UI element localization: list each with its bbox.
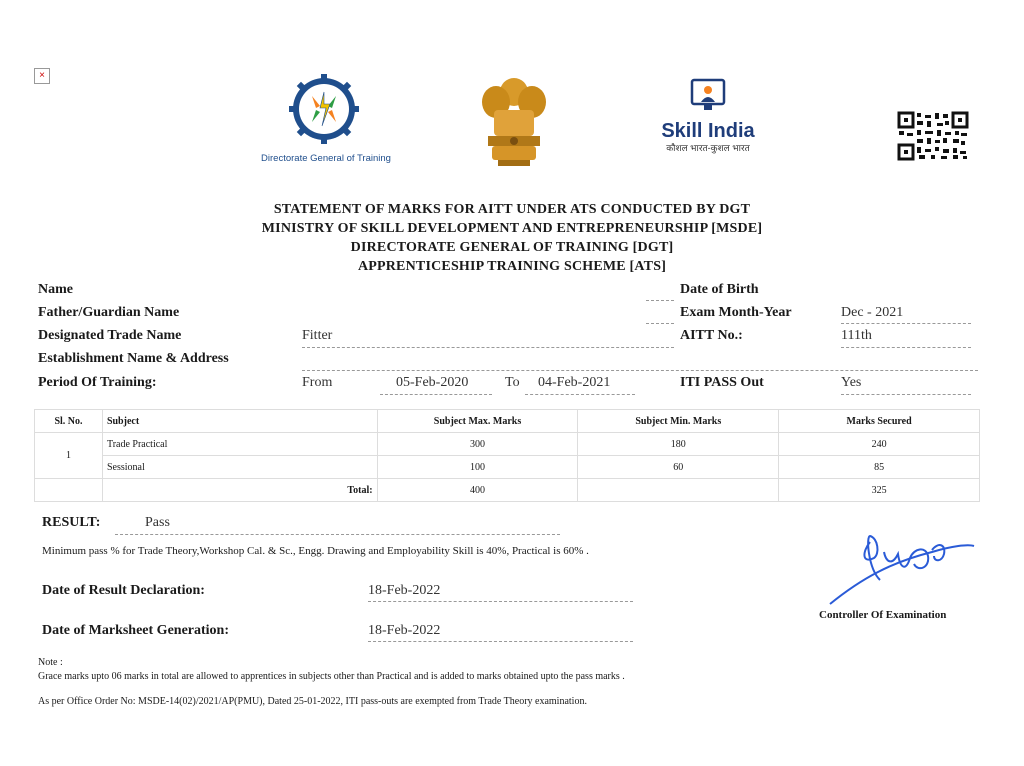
dgt-logo — [258, 74, 394, 166]
note-grace: Grace marks upto 06 marks in total are allowed to apprentices in subjects other than Practical and is added to marks obtained upto the pass marks . — [38, 671, 625, 682]
declaration-value: 18-Feb-2022 — [368, 583, 441, 598]
min-cell: 180 — [578, 433, 779, 456]
result-label: RESULT: — [42, 515, 101, 530]
from-label: From — [302, 375, 333, 390]
exam-value: Dec - 2021 — [841, 305, 904, 320]
total-secured: 325 — [779, 479, 980, 502]
result-dash-line — [115, 534, 560, 535]
secured-cell: 85 — [779, 456, 980, 479]
from-value: 05-Feb-2020 — [396, 375, 469, 390]
aitt-value: 111th — [841, 328, 872, 343]
signature-icon — [822, 528, 978, 608]
title-line-2: MINISTRY OF SKILL DEVELOPMENT AND ENTREPRENEURSHIP [MSDE] — [261, 221, 763, 236]
table-row — [35, 433, 980, 456]
establishment-label: Establishment Name & Address — [38, 351, 229, 366]
header-sl-no: Sl. No. — [35, 410, 103, 433]
aitt-label: AITT No.: — [680, 328, 743, 343]
header-subject: Subject — [102, 410, 377, 433]
exam-dash-line — [841, 323, 971, 324]
title-line-1: STATEMENT OF MARKS FOR AITT UNDER ATS CONDUCTED BY DGT — [273, 202, 751, 217]
header-min-marks: Subject Min. Marks — [578, 410, 779, 433]
skill-india-title: Skill India — [661, 120, 755, 142]
header-max-marks: Subject Max. Marks — [377, 410, 578, 433]
qr-code — [897, 111, 969, 161]
result-value: Pass — [145, 515, 170, 530]
iti-dash-line — [841, 394, 971, 395]
note-title: Note : — [38, 657, 63, 668]
to-dash-line — [525, 394, 635, 395]
dob-label: Date of Birth — [680, 282, 759, 297]
sl-no-cell: 1 — [35, 433, 103, 479]
title-line-3: DIRECTORATE GENERAL OF TRAINING [DGT] — [350, 240, 674, 255]
subject-cell: Sessional — [102, 456, 377, 479]
marks-table — [34, 409, 980, 502]
min-cell: 60 — [578, 456, 779, 479]
note-office-order: As per Office Order No: MSDE-14(02)/2021/AP(PMU), Dated 25-01-2022, ITI pass-outs are exempted from Trade Theory examination. — [38, 696, 587, 707]
iti-label: ITI PASS Out — [680, 375, 764, 390]
trade-value: Fitter — [302, 328, 333, 343]
declaration-dash-line — [368, 601, 633, 602]
signature-caption: Controller Of Examination — [819, 609, 947, 621]
exam-label: Exam Month-Year — [680, 305, 792, 320]
skill-india-hindi: कौशल भारत-कुशल भारत — [666, 143, 750, 153]
national-emblem — [478, 72, 550, 168]
dgt-gear-icon — [258, 74, 394, 144]
declaration-label: Date of Result Declaration: — [42, 583, 205, 598]
table-header-row — [35, 410, 980, 433]
dgt-logo-text: Directorate General of Training — [261, 153, 391, 164]
title-line-4: APPRENTICESHIP TRAINING SCHEME [ATS] — [357, 259, 667, 274]
total-max: 400 — [377, 479, 578, 502]
subject-cell: Trade Practical — [102, 433, 377, 456]
trade-dash-line — [302, 347, 674, 348]
to-value: 04-Feb-2021 — [538, 375, 611, 390]
total-label: Total: — [102, 479, 377, 502]
generation-label: Date of Marksheet Generation: — [42, 623, 230, 638]
exam-dash-left — [646, 323, 674, 324]
qr-code-icon — [897, 111, 969, 161]
dob-dash-line — [646, 300, 674, 301]
generation-dash-line — [368, 641, 633, 642]
establishment-dash-line — [302, 370, 978, 371]
secured-cell: 240 — [779, 433, 980, 456]
max-cell: 300 — [377, 433, 578, 456]
trade-label: Designated Trade Name — [38, 328, 182, 343]
skill-india-monitor-icon — [688, 76, 728, 116]
table-row — [35, 456, 980, 479]
lion-capital-icon — [478, 72, 550, 168]
broken-image-icon: × — [34, 68, 50, 84]
period-label: Period Of Training: — [38, 375, 157, 390]
father-label: Father/Guardian Name — [38, 305, 180, 320]
header-marks-secured: Marks Secured — [779, 410, 980, 433]
generation-value: 18-Feb-2022 — [368, 623, 441, 638]
min-pass-note: Minimum pass % for Trade Theory,Workshop Cal. & Sc., Engg. Drawing and Employability Skill is 40%, Practical is 60% . — [42, 545, 589, 557]
skill-india-logo — [652, 76, 764, 166]
table-total-row — [35, 479, 980, 502]
max-cell: 100 — [377, 456, 578, 479]
from-dash-line — [380, 394, 492, 395]
name-label: Name — [38, 282, 73, 297]
aitt-dash-line — [841, 347, 971, 348]
empty-cell — [35, 479, 103, 502]
iti-value: Yes — [841, 375, 862, 390]
empty-cell — [578, 479, 779, 502]
to-label: To — [505, 375, 520, 390]
